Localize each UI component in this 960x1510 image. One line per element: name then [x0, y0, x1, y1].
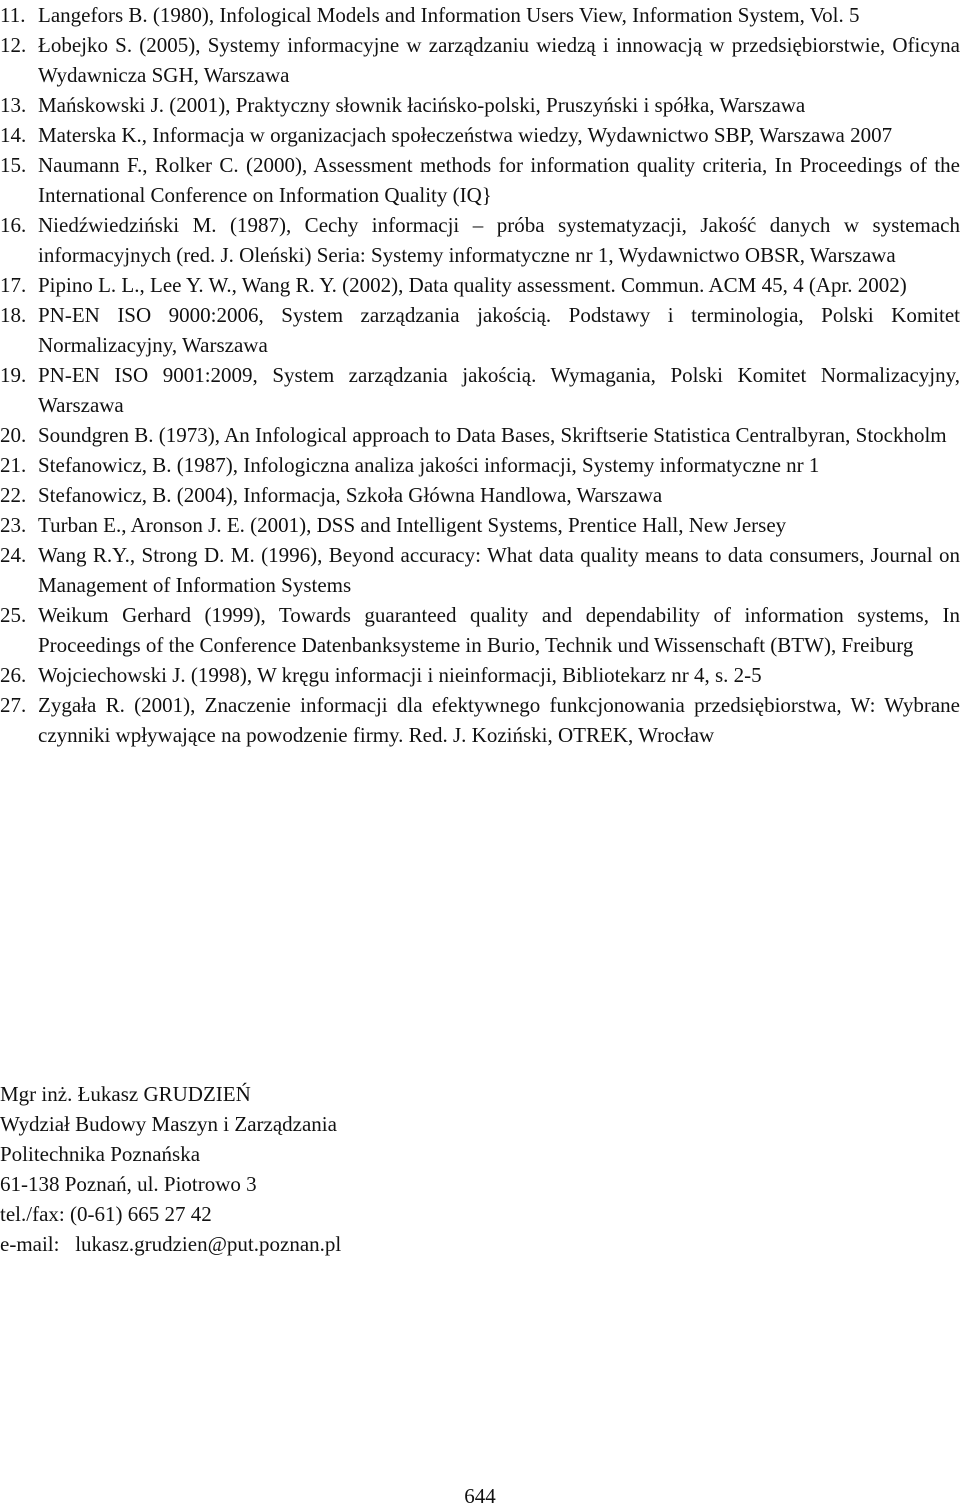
reference-number: 24. — [0, 543, 27, 567]
reference-number: 19. — [0, 363, 27, 387]
reference-number: 26. — [0, 663, 27, 687]
reference-text: Naumann F., Rolker C. (2000), Assessment methods for information quality criteria, In Proceedings of the International Conference on Information Quality (IQ} — [38, 153, 960, 207]
reference-number: 11. — [0, 3, 26, 27]
reference-text: Stefanowicz, B. (2004), Informacja, Szkoła Główna Handlowa, Warszawa — [38, 483, 663, 507]
author-phone: tel./fax: (0-61) 665 27 42 — [0, 1202, 212, 1226]
reference-text: Zygała R. (2001), Znaczenie informacji dla efektywnego funkcjonowania przedsiębiorstwa, W: Wybrane czynniki wpływające na powodzenie firmy. Red. J. Koziński, OTREK, Wrocław — [38, 693, 960, 747]
reference-number: 18. — [0, 303, 27, 327]
reference-text: Materska K., Informacja w organizacjach społeczeństwa wiedzy, Wydawnictwo SBP, Warszawa 2007 — [38, 123, 893, 147]
reference-number: 21. — [0, 453, 27, 477]
reference-text: Wang R.Y., Strong D. M. (1996), Beyond accuracy: What data quality means to data consumers, Journal on Management of Information Systems — [38, 543, 960, 597]
reference-number: 17. — [0, 273, 27, 297]
reference-number: 12. — [0, 33, 27, 57]
author-university: Politechnika Poznańska — [0, 1142, 201, 1166]
reference-list — [0, 0, 960, 750]
reference-number: 27. — [0, 693, 27, 717]
reference-text: Mańskowski J. (2001), Praktyczny słownik łacińsko-polski, Pruszyński i spółka, Warszawa — [38, 93, 806, 117]
reference-item — [0, 420, 960, 450]
reference-text: Stefanowicz, B. (1987), Infologiczna analiza jakości informacji, Systemy informatyczne nr 1 — [38, 453, 820, 477]
reference-text: Niedźwiedziński M. (1987), Cechy informacji – próba systematyzacji, Jakość danych w systemach informacyjnych (red. J. Oleński) Seria: Systemy informatyczne nr 1, Wydawnictwo OBSR, Warszawa — [38, 213, 960, 267]
author-info — [0, 1079, 960, 1259]
reference-text: Soundgren B. (1973), An Infological approach to Data Bases, Skriftserie Statistica Centralbyran, Stockholm — [38, 423, 947, 447]
reference-number: 25. — [0, 603, 27, 627]
reference-text: PN-EN ISO 9001:2009, System zarządzania jakością. Wymagania, Polski Komitet Normalizacyjny, Warszawa — [38, 363, 960, 417]
reference-item — [0, 660, 960, 690]
reference-item — [0, 300, 960, 360]
author-name: Mgr inż. Łukasz GRUDZIEŃ — [0, 1082, 251, 1106]
reference-item — [0, 0, 960, 30]
reference-number: 13. — [0, 93, 27, 117]
reference-item — [0, 90, 960, 120]
reference-text: Weikum Gerhard (1999), Towards guaranteed quality and dependability of information systems, In Proceedings of the Conference Datenbanksysteme in Burio, Technik und Wissenschaft (BTW), Freiburg — [38, 603, 960, 657]
reference-number: 22. — [0, 483, 27, 507]
author-address: 61-138 Poznań, ul. Piotrowo 3 — [0, 1172, 257, 1196]
reference-item — [0, 510, 960, 540]
reference-text: Wojciechowski J. (1998), W kręgu informacji i nieinformacji, Bibliotekarz nr 4, s. 2-5 — [38, 663, 762, 687]
reference-item — [0, 540, 960, 600]
reference-number: 15. — [0, 153, 27, 177]
reference-text: Langefors B. (1980), Infological Models and Information Users View, Information System, Vol. 5 — [38, 3, 860, 27]
author-email: e-mail: lukasz.grudzien@put.poznan.pl — [0, 1232, 342, 1256]
reference-item — [0, 360, 960, 420]
reference-text: PN-EN ISO 9000:2006, System zarządzania jakością. Podstawy i terminologia, Polski Komitet Normalizacyjny, Warszawa — [38, 303, 960, 357]
reference-item — [0, 600, 960, 660]
reference-text: Pipino L. L., Lee Y. W., Wang R. Y. (2002), Data quality assessment. Commun. ACM 45, 4 (Apr. 2002) — [38, 273, 907, 297]
reference-number: 14. — [0, 123, 27, 147]
reference-item — [0, 690, 960, 750]
reference-item — [0, 30, 960, 90]
reference-number: 23. — [0, 513, 27, 537]
author-department: Wydział Budowy Maszyn i Zarządzania — [0, 1112, 337, 1136]
reference-text: Turban E., Aronson J. E. (2001), DSS and Intelligent Systems, Prentice Hall, New Jersey — [38, 513, 787, 537]
reference-item — [0, 120, 960, 150]
reference-number: 16. — [0, 213, 27, 237]
reference-text: Łobejko S. (2005), Systemy informacyjne w zarządzaniu wiedzą i innowacją w przedsiębiorstwie, Oficyna Wydawnicza SGH, Warszawa — [38, 33, 960, 87]
reference-item — [0, 150, 960, 210]
reference-item — [0, 480, 960, 510]
reference-item — [0, 450, 960, 480]
page-number: 644 — [464, 1484, 496, 1508]
reference-item — [0, 210, 960, 270]
reference-item — [0, 270, 960, 300]
reference-number: 20. — [0, 423, 27, 447]
